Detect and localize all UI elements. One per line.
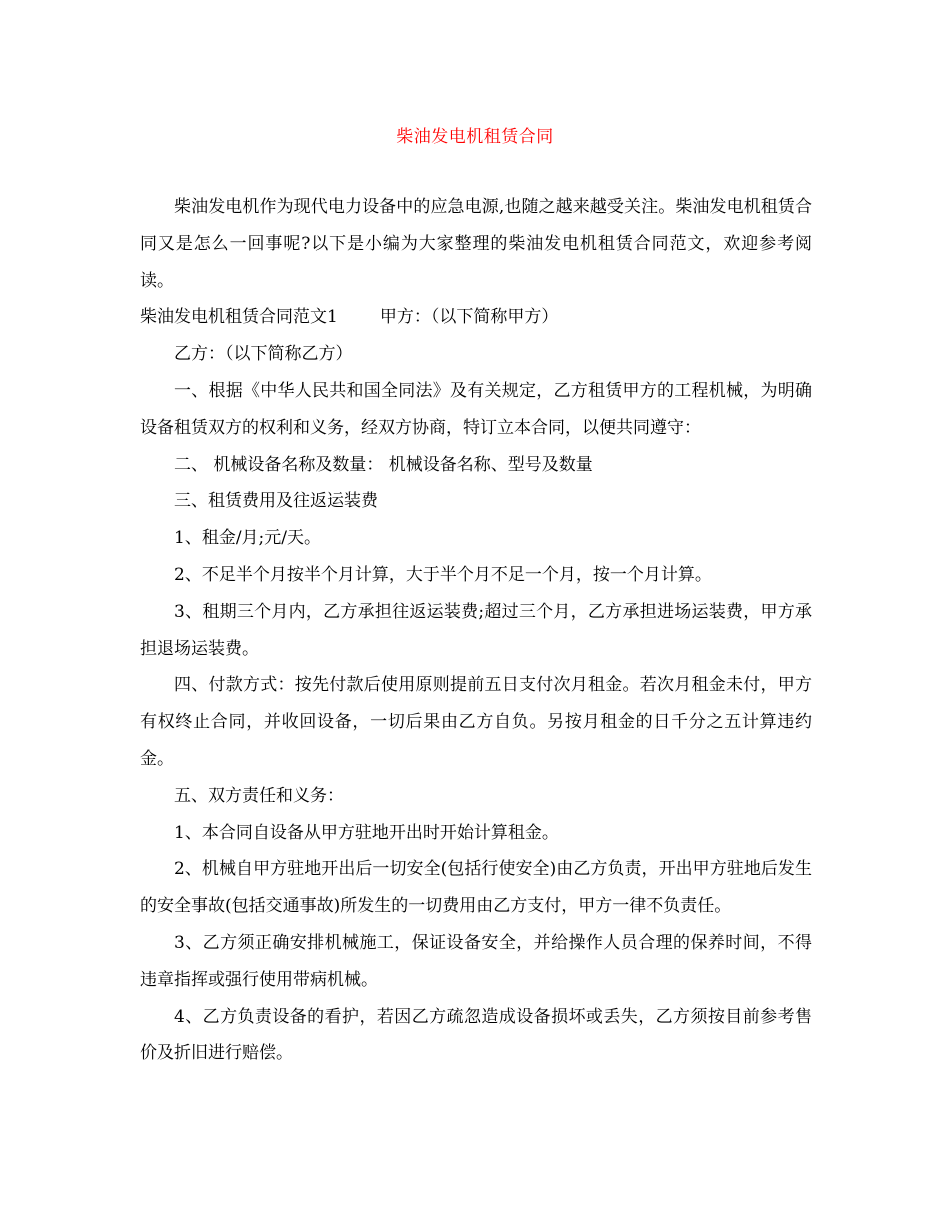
clause-paragraph: 三、租赁费用及往返运装费: [174, 491, 378, 512]
document-title: 柴油发电机租赁合同: [396, 127, 554, 147]
clause-paragraph: 1、租金/月;元/天。: [174, 528, 321, 549]
party-a-line: 甲方：（以下简称甲方）: [379, 307, 559, 328]
clause-paragraph: 2、不足半个月按半个月计算，大于半个月不足一个月，按一个月计算。: [174, 564, 712, 585]
sample-heading-line: [140, 299, 812, 336]
clause-paragraph: 3、乙方须正确安排机械施工，保证设备安全，并给操作人员合理的保养时间，不得违章指挥或强行使用带病机械。: [140, 932, 812, 990]
clause-paragraph: 4、乙方负责设备的看护，若因乙方疏忽造成设备损坏或丢失，乙方须按目前参考售价及折旧进行赔偿。: [140, 1006, 812, 1064]
sample-heading: 柴油发电机租赁合同范文1: [140, 307, 338, 328]
intro-paragraph: 柴油发电机作为现代电力设备中的应急电源,也随之越来越受关注。柴油发电机租赁合同又是怎么一回事呢?以下是小编为大家整理的柴油发电机租赁合同范文，欢迎参考阅读。: [140, 197, 812, 291]
document-body: [140, 189, 812, 1072]
clause-paragraph: 3、租期三个月内，乙方承担往返运装费;超过三个月，乙方承担进场运装费，甲方承担退场运装费。: [140, 601, 812, 659]
clause-paragraph: 四、付款方式：按先付款后使用原则提前五日支付次月租金。若次月租金未付，甲方有权终止合同，并收回设备，一切后果由乙方自负。另按月租金的日千分之五计算违约金。: [140, 675, 812, 769]
clause-paragraph: 一、根据《中华人民共和国全同法》及有关规定，乙方租赁甲方的工程机械，为明确设备租赁双方的权利和义务，经双方协商，特订立本合同，以便共同遵守：: [140, 380, 812, 438]
clause-paragraph: 二、 机械设备名称及数量： 机械设备名称、型号及数量: [174, 454, 593, 475]
party-b-line: 乙方：（以下简称乙方）: [174, 344, 353, 365]
clause-paragraph: 五、双方责任和义务：: [174, 785, 344, 806]
clause-paragraph: 1、本合同自设备从甲方驻地开出时开始计算租金。: [174, 822, 559, 843]
clause-paragraph: 2、机械自甲方驻地开出后一切安全(包括行使安全)由乙方负责，开出甲方驻地后发生的安全事故(包括交通事故)所发生的一切费用由乙方支付，甲方一律不负责任。: [140, 859, 812, 917]
